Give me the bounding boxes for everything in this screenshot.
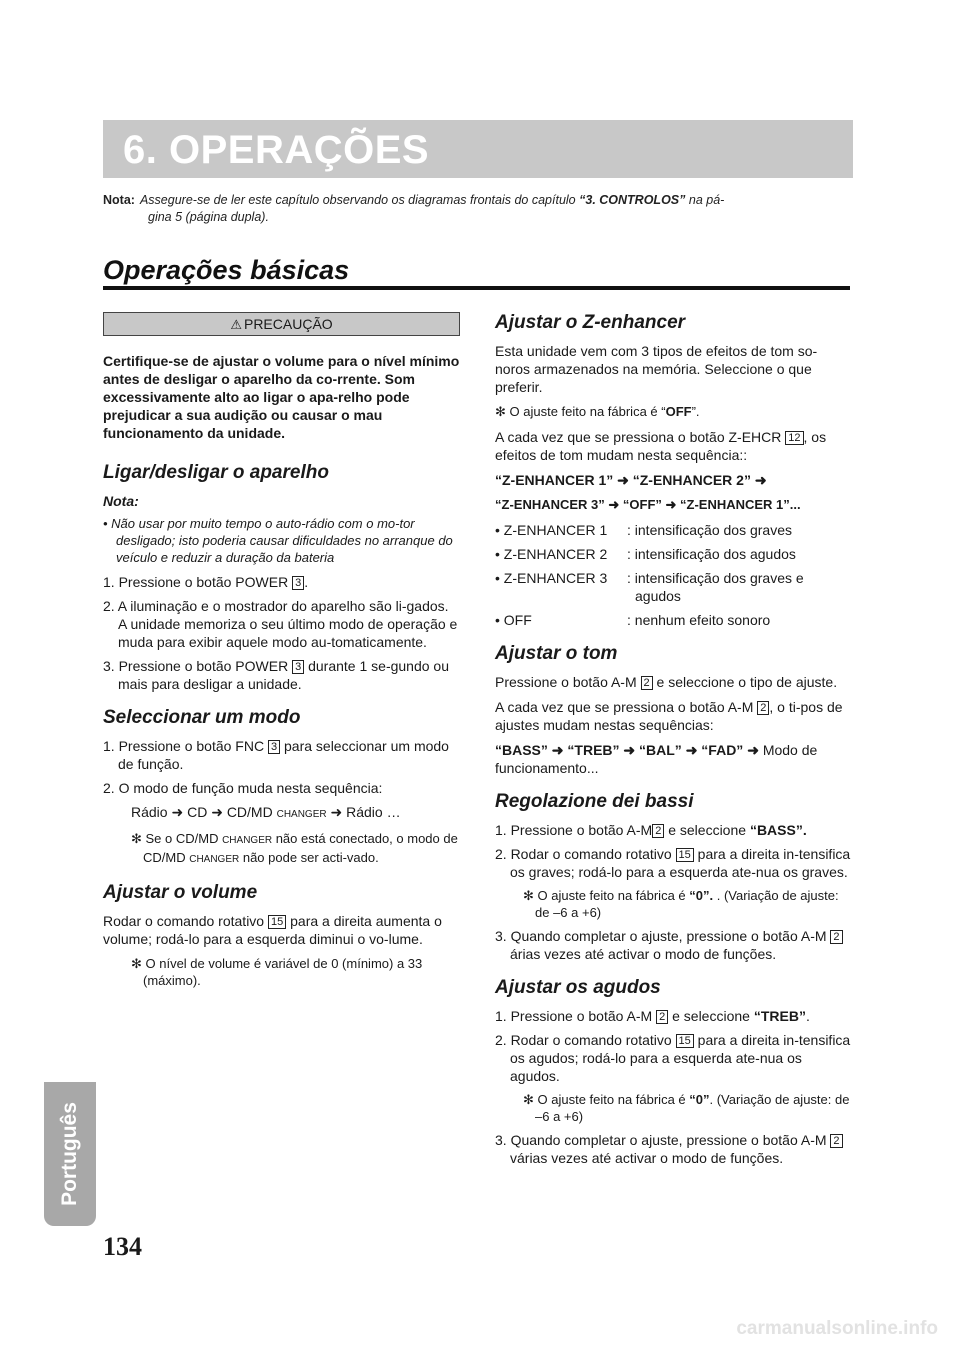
treble-step-2 (495, 1031, 852, 1085)
chapter-banner (103, 120, 853, 178)
bass-step-3 (495, 927, 852, 963)
bass-step-1-value: “BASS”. (749, 822, 807, 838)
effect-name: • Z-ENHANCER 2 (495, 546, 608, 562)
bass-step-1 (495, 821, 852, 839)
page-number: 134 (103, 1232, 142, 1261)
effect-desc: : nenhum efeito sonoro (627, 612, 771, 628)
bass-step-2-end: para a direita in-tensifica os graves; rodá-lo para a esquerda ate-nua os graves. (510, 846, 851, 880)
tone-seq-end: Modo de funcionamento... (495, 742, 818, 776)
volume-note: ✻ O nível de volume é variável de 0 (mínimo) a 33 (máximo). (131, 956, 423, 988)
power-step-3 (103, 657, 460, 693)
bass-note-end: . (Variação de ajuste: de –6 a +6) (535, 888, 839, 920)
zenhancer-default-end: ”. (691, 404, 700, 419)
bass-note-text: ✻ O ajuste feito na fábrica é (523, 888, 690, 903)
mode-note (103, 830, 460, 868)
tone-p2-end: , o ti-pos de ajustes mudam nestas sequências: (495, 699, 843, 733)
zenhancer-press-end: , os efeitos de tom mudam nesta sequência:: (495, 429, 827, 463)
tone-p1 (495, 673, 852, 691)
chapter-title: 6. OPERAÇÕES (123, 128, 430, 172)
zenhancer-intro: Esta unidade vem com 3 tipos de efeitos de tom so-noros armazenados na memória. Seleccione o que preferir. (495, 343, 818, 395)
bass-step-2 (495, 845, 852, 881)
key-badge: 15 (268, 915, 286, 929)
volume-text (103, 912, 460, 948)
zenhancer-default-value: OFF (665, 404, 692, 419)
zenhancer-seq-1: “Z-ENHANCER 1” ➜ “Z-ENHANCER 2” ➜ (495, 472, 767, 488)
key-badge: 12 (785, 431, 803, 445)
chapter-note-text-2: na pá- (685, 193, 725, 207)
treble-note-text: ✻ O ajuste feito na fábrica é (523, 1092, 690, 1107)
key-badge: 3 (292, 660, 304, 674)
mode-step-1-end: para seleccionar um modo de função. (118, 738, 449, 772)
caution-label: PRECAUÇÃO (243, 316, 333, 332)
zenhancer-seq-2: “Z-ENHANCER 3” ➜ “OFF” ➜ “Z-ENHANCER 1”... (495, 497, 801, 512)
effect-desc: : intensificação dos agudos (627, 546, 796, 562)
key-badge: 15 (676, 848, 694, 862)
caution-text: Certifique-se de ajustar o volume para o nível mínimo antes de desligar o aparelho da co-rrente. Som excessivamente alto ao ligar o apa-relho pode prejudicar a sua audição ou causar o mau funcionamento da unidade. (103, 353, 460, 441)
effect-name: • OFF (495, 612, 532, 628)
mode-note-changer: CHANGER (222, 835, 273, 846)
mode-heading: Seleccionar um modo (103, 707, 301, 728)
bass-step-1-mid: e seleccione (664, 822, 750, 838)
effect-desc: : intensificação dos graves e agudos (627, 570, 804, 604)
key-badge: 2 (757, 701, 769, 715)
volume-heading: Ajustar o volume (103, 882, 258, 903)
language-tab-label: Português (58, 1102, 81, 1206)
tone-sequence (495, 741, 852, 777)
power-nota-bullet: • Não usar por muito tempo o auto-rádio com o mo-tor desligado; isto poderia causar dificuldades no arranque do veículo e reduzir a duração da bateria (103, 516, 453, 565)
zenhancer-heading: Ajustar o Z-enhancer (495, 312, 686, 333)
chapter-note-text: Assegure-se de ler este capítulo observando os diagramas frontais do capítulo (139, 193, 580, 207)
zenhancer-press-text: A cada vez que se pressiona o botão Z-EHCR (495, 429, 786, 445)
effect-row (495, 545, 852, 563)
treble-note (495, 1091, 852, 1125)
treble-note-end: . (Variação de ajuste: de –6 a +6) (535, 1092, 850, 1124)
key-badge: 2 (652, 824, 664, 838)
treble-step-1 (495, 1007, 852, 1025)
bass-note (495, 887, 852, 921)
power-heading: Ligar/desligar o aparelho (103, 462, 329, 483)
power-step-2: 2. A iluminação e o mostrador do aparelho são li-gados. A unidade memoriza o seu último modo de operação e muda para exibir aquele modo au-tomaticamente. (103, 598, 458, 650)
treble-step-3-end: várias vezes até activar o modo de funções. (510, 1150, 784, 1166)
tone-p2 (495, 698, 852, 734)
power-nota-label: Nota: (103, 493, 139, 509)
tone-p2-text: A cada vez que se pressiona o botão A-M (495, 699, 758, 715)
effect-row (495, 521, 852, 539)
treble-step-2-text: 2. Rodar o comando rotativo (495, 1032, 676, 1048)
watermark: carmanualsonline.info (736, 1318, 938, 1339)
effect-row (495, 569, 852, 605)
bass-step-1-text: 1. Pressione o botão A-M (495, 822, 653, 838)
chapter-note-text-3: gina 5 (página dupla). (148, 210, 269, 224)
treble-step-1-text: 1. Pressione o botão A-M (495, 1008, 657, 1024)
treble-note-value: “0” (689, 1092, 710, 1107)
bass-step-2-text: 2. Rodar o comando rotativo (495, 846, 676, 862)
tone-p1-text: Pressione o botão A-M (495, 674, 641, 690)
treble-heading: Ajustar os agudos (495, 977, 661, 998)
treble-step-1-end: . (805, 1008, 810, 1024)
effect-name: • Z-ENHANCER 1 (495, 522, 608, 538)
power-step-3-text: 3. Pressione o botão POWER (103, 658, 293, 674)
treble-step-2-end: para a direita in-tensifica os agudos; rodá-lo para a esquerda ate-nua os agudos. (510, 1032, 851, 1084)
section-heading: Operações básicas (103, 255, 350, 285)
section-divider (103, 286, 850, 290)
tone-p1-end: e seleccione o tipo de ajuste. (652, 674, 838, 690)
key-badge: 2 (656, 1010, 668, 1024)
mode-sequence (103, 803, 460, 824)
power-step-1-text: 1. Pressione o botão POWER (103, 574, 293, 590)
power-step-3-end: durante 1 se-gundo ou mais para desligar a unidade. (118, 658, 449, 692)
chapter-note (103, 192, 853, 226)
mode-note-text-2: não está conectado, o modo de CD/MD (143, 831, 458, 865)
power-step-1 (103, 573, 460, 591)
mode-note-text: ✻ Se o CD/MD (131, 831, 223, 846)
left-column (103, 312, 460, 995)
bass-step-3-end: árias vezes até activar o modo de funções. (510, 946, 777, 962)
effect-desc: : intensificação dos graves (627, 522, 792, 538)
language-tab (44, 1082, 96, 1226)
effect-row (495, 611, 852, 629)
mode-note-changer-2: CHANGER (189, 854, 240, 865)
key-badge: 3 (268, 740, 280, 754)
mode-step-1 (103, 737, 460, 773)
zenhancer-press (495, 428, 852, 464)
zenhancer-default-text: ✻ O ajuste feito na fábrica é “ (495, 404, 666, 419)
bass-step-3-text: 3. Quando completar o ajuste, pressione o botão A-M (495, 928, 831, 944)
key-badge: 2 (830, 930, 842, 944)
language-tab-label-wrap (44, 1082, 96, 1226)
bass-heading: Regolazione dei bassi (495, 791, 694, 812)
volume-text-start: Rodar o comando rotativo (103, 913, 268, 929)
power-step-1-end: . (304, 574, 309, 590)
zenhancer-default (495, 403, 852, 421)
warning-triangle-icon: ⚠ (230, 317, 242, 332)
chapter-note-label: Nota: (103, 193, 135, 207)
effect-name: • Z-ENHANCER 3 (495, 570, 608, 586)
key-badge: 2 (641, 676, 653, 690)
treble-step-3-text: 3. Quando completar o ajuste, pressione o botão A-M (495, 1132, 831, 1148)
treble-step-1-mid: e seleccione (668, 1008, 754, 1024)
right-column (495, 312, 852, 1173)
mode-step-2: 2. O modo de função muda nesta sequência: (103, 780, 383, 796)
mode-note-end: não pode ser acti-vado. (239, 850, 379, 865)
treble-step-1-value: “TREB” (753, 1008, 806, 1024)
mode-seq-end: ➜ Rádio … (326, 804, 401, 820)
treble-step-3 (495, 1131, 852, 1167)
caution-box (103, 312, 460, 336)
tone-heading: Ajustar o tom (495, 643, 618, 664)
key-badge: 2 (830, 1134, 842, 1148)
chapter-note-ref: “3. CONTROLOS” (579, 193, 686, 207)
tone-seq-bold: “BASS” ➜ “TREB” ➜ “BAL” ➜ “FAD” ➜ (495, 742, 759, 758)
volume-text-end: para a direita aumenta o volume; rodá-lo para a esquerda diminui o vo-lume. (103, 913, 442, 947)
mode-step-1-text: 1. Pressione o botão FNC (103, 738, 268, 754)
key-badge: 3 (292, 576, 304, 590)
mode-seq-text: Rádio ➜ CD ➜ CD/MD (131, 804, 277, 820)
bass-note-value: “0”. (689, 888, 714, 903)
mode-seq-changer: CHANGER (276, 809, 327, 820)
key-badge: 15 (676, 1034, 694, 1048)
